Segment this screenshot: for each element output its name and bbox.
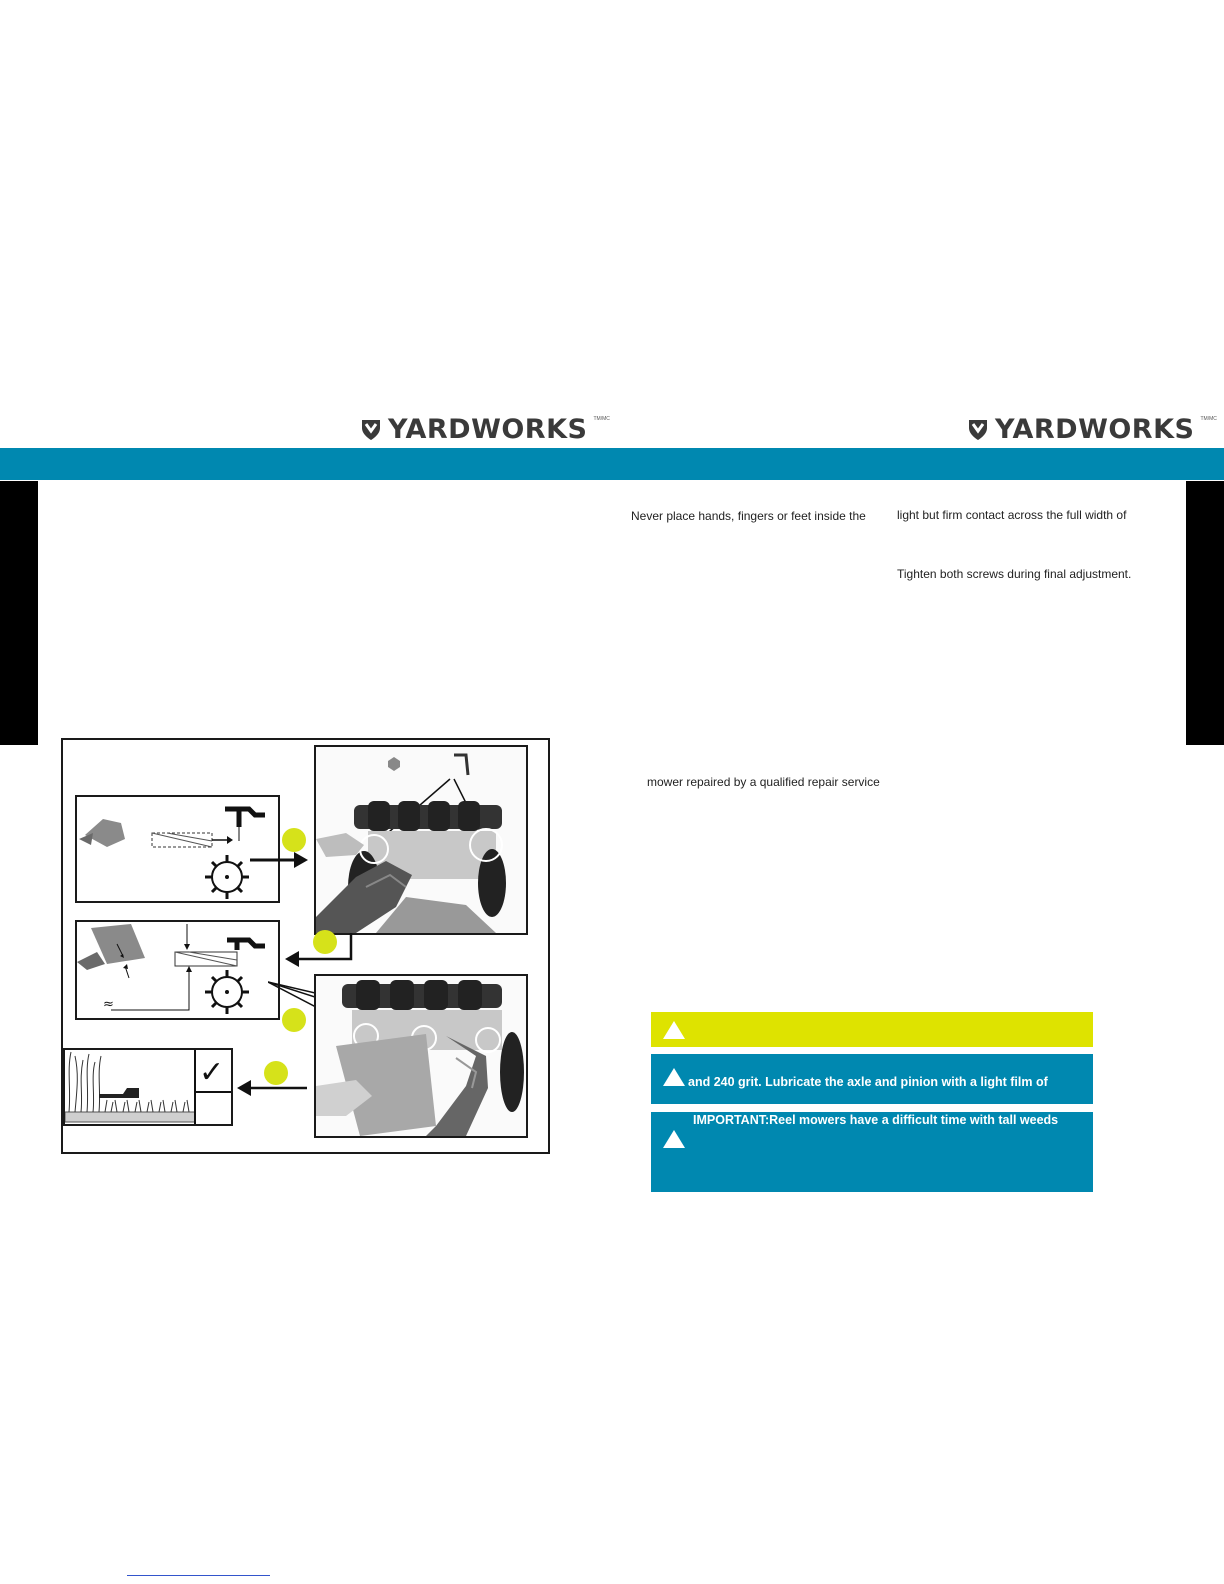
allen-key-photo: [316, 747, 526, 933]
info-alert-text: and 240 grit. Lubricate the axle and pinion with a light film of: [688, 1075, 1048, 1089]
right-side-tab: [1186, 481, 1224, 745]
brand-logo-left: [360, 414, 610, 445]
warning-triangle-icon: [663, 1021, 685, 1039]
yardworks-shield-icon: [967, 418, 989, 442]
tighten-text-line: Tighten both screws during final adjustment.: [897, 567, 1132, 581]
check-icon: ✓: [199, 1055, 225, 1090]
step-dot-2: [313, 930, 337, 954]
panel-cut-result: [63, 1048, 233, 1126]
grass-cut-diagram: [65, 1050, 231, 1124]
step-dot-4: [264, 1061, 288, 1085]
left-side-tab: [0, 481, 38, 745]
paper-test-diagram: [77, 797, 278, 901]
safety-text-line: Never place hands, fingers or feet inside the: [631, 509, 866, 523]
step-dot-1: [282, 828, 306, 852]
header-band: [0, 448, 1224, 480]
caution-triangle-icon: [663, 1068, 685, 1086]
approx-symbol: ≈: [103, 997, 114, 1012]
important-alert-text: IMPORTANT:Reel mowers have a difficult time with tall weeds: [693, 1113, 1059, 1127]
panel-paper-reel-photo: [314, 974, 528, 1138]
reel-adjustment-figure: [61, 738, 550, 1154]
important-alert: [651, 1112, 1093, 1192]
adjust-text-line: light but firm contact across the full width of: [897, 508, 1127, 522]
brand-tm: TM/MC: [593, 416, 610, 422]
repair-text-line: mower repaired by a qualified repair service: [647, 775, 880, 789]
step-dot-3: [282, 1008, 306, 1032]
paper-reel-photo: [316, 976, 526, 1136]
paper-thickness-diagram: [77, 922, 278, 1018]
arrow-right-icon: [250, 850, 310, 870]
warning-alert: [651, 1012, 1093, 1047]
brand-name: YARDWORKS: [388, 414, 588, 445]
brand-name: YARDWORKS: [995, 414, 1195, 445]
panel-paper-thickness: [75, 920, 280, 1020]
info-alert: [651, 1054, 1093, 1104]
brand-tm: TM/MC: [1200, 416, 1217, 422]
panel-paper-test: [75, 795, 280, 903]
panel-allen-key-photo: [314, 745, 528, 935]
important-triangle-icon: [663, 1130, 685, 1148]
footer-link-underline[interactable]: [127, 1575, 270, 1576]
yardworks-shield-icon: [360, 418, 382, 442]
brand-logo-right: [967, 414, 1217, 445]
